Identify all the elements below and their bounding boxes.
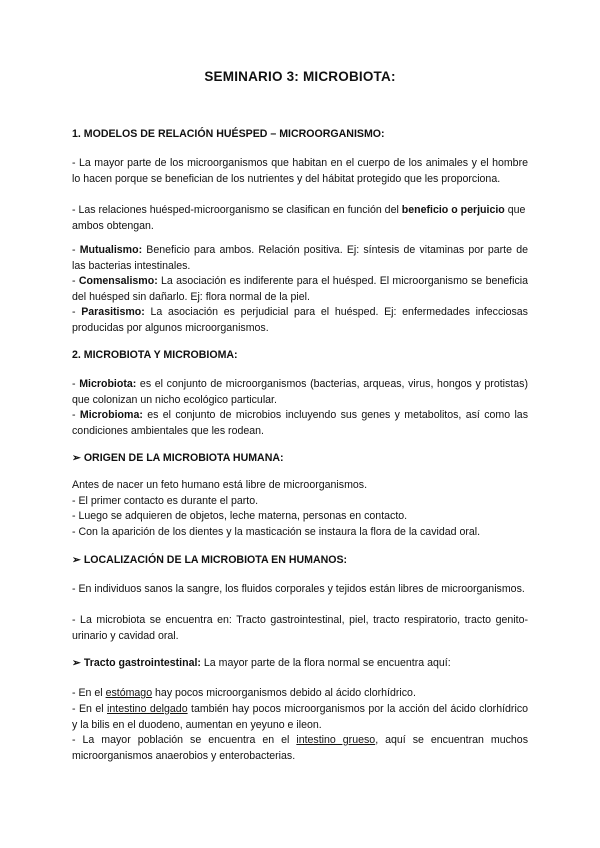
- list-item-microbiome: - Microbioma: es el conjunto de microbios incluyendo sus genes y metabolitos, así como las condiciones ambientales que les rodean.: [72, 409, 528, 437]
- paragraph-stomach: [72, 686, 528, 702]
- definition-parasitism: La asociación es perjudicial para el huésped. Ej: enfermedades infecciosas producidas por algunos microorganismos.: [72, 306, 528, 334]
- origin-line: Antes de nacer un feto humano está libre de microorganismos.: [72, 479, 368, 491]
- text-fragment: , aquí se encuentran muchos microorganismos anaerobios y enterobacterias.: [72, 734, 528, 762]
- text-fragment: - En el: [72, 703, 107, 715]
- paragraph-microbiota-locations: - La microbiota se encuentra en: Tracto gastrointestinal, piel, tracto respiratorio, tracto genito-urinario y cavidad oral.: [72, 614, 528, 642]
- term-mutualism: Mutualismo:: [79, 244, 143, 256]
- text-fragment: también hay pocos microorganismos por la acción del ácido clorhídrico y la bilis en el duodeno, aumentan en yeyuno e ileon.: [72, 703, 529, 731]
- underlined-large-intestine: intestino grueso: [296, 734, 376, 746]
- origin-line: - Luego se adquieren de objetos, leche materna, personas en contacto.: [72, 510, 408, 523]
- text-fragment: - En el: [72, 687, 106, 699]
- section-heading-microbiota-microbiome: 2. MICROBIOTA Y MICROBIOMA:: [72, 349, 238, 361]
- definition-mutualism: Beneficio para ambos. Relación positiva. Ej: síntesis de vitaminas por parte de las bacterias intestinales.: [72, 244, 528, 272]
- origin-list: [72, 478, 528, 540]
- list-item-commensalism: - Comensalismo: La asociación es indiferente para el huésped. El microorganismo se beneficia del huésped sin dañarlo. Ej: flora normal de la piel.: [72, 275, 528, 303]
- list-item-microbiota: - Microbiota: es el conjunto de microorganismos (bacterias, arqueas, virus, hongos y protistas) que colonizan un nicho ecológico particular.: [72, 378, 528, 406]
- underlined-small-intestine: intestino delgado: [107, 703, 188, 715]
- text-fragment: - La mayor población se encuentra en el: [72, 734, 297, 746]
- page-title: SEMINARIO 3: MICROBIOTA:: [204, 69, 396, 84]
- heading-gastrointestinal-text: La mayor parte de la flora normal se encuentra aquí:: [200, 657, 451, 669]
- bold-term: beneficio o perjuicio: [401, 204, 505, 216]
- paragraph-large-intestine: [72, 733, 528, 764]
- list-item-parasitism: - Parasitismo: La asociación es perjudicial para el huésped. Ej: enfermedades infecciosas producidas por algunos microorganismos.: [72, 306, 528, 334]
- term-gastrointestinal: ➢ Tracto gastrointestinal:: [72, 657, 201, 669]
- paragraph-relationship-classification: [72, 203, 528, 234]
- section-heading-localization: ➢ LOCALIZACIÓN DE LA MICROBIOTA EN HUMANOS:: [72, 554, 348, 566]
- term-commensalism: Comensalismo:: [78, 275, 158, 287]
- section-heading-origin: ➢ ORIGEN DE LA MICROBIOTA HUMANA:: [72, 452, 284, 464]
- term-parasitism: Parasitismo:: [81, 306, 145, 318]
- underlined-stomach: estómago: [105, 687, 153, 699]
- text-fragment: - Las relaciones huésped-microorganismo se clasifican en función del: [72, 204, 402, 216]
- text-fragment: hay pocos microorganismos debido al ácido clorhídrico.: [152, 687, 416, 699]
- heading-gastrointestinal-tract: [72, 656, 528, 672]
- section-heading-relationship-models: 1. MODELOS DE RELACIÓN HUÉSPED – MICROORGANISMO:: [72, 128, 385, 140]
- definition-commensalism: La asociación es indiferente para el huésped. El microorganismo se beneficia del huésped sin dañarlo. Ej: flora normal de la piel.: [72, 275, 528, 303]
- term-microbiota: Microbiota:: [79, 378, 137, 390]
- definition-microbiome: es el conjunto de microbios incluyendo sus genes y metabolitos, así como las condiciones ambientales que les rodean.: [72, 409, 528, 437]
- paragraph-microorganisms-habitat: - La mayor parte de los microorganismos que habitan en el cuerpo de los animales y el hombre lo hacen porque se benefician de los nutrientes y del hábitat protegido que les proporciona.: [72, 157, 528, 185]
- origin-line: - El primer contacto es durante el parto.: [72, 494, 259, 507]
- definition-microbiota: es el conjunto de microorganismos (bacterias, arqueas, virus, hongos y protistas) que colonizan un nicho ecológico particular.: [72, 378, 528, 406]
- term-microbiome: Microbioma:: [79, 409, 143, 421]
- list-item-mutualism: - Mutualismo: Beneficio para ambos. Relación positiva. Ej: síntesis de vitaminas por parte de las bacterias intestinales.: [72, 244, 528, 272]
- paragraph-small-intestine: [72, 702, 528, 733]
- text-fragment: que ambos obtengan.: [72, 204, 526, 232]
- origin-line: - Con la aparición de los dientes y la masticación se instaura la flora de la cavidad oral.: [72, 525, 481, 538]
- paragraph-healthy-individuals: - En individuos sanos la sangre, los fluidos corporales y tejidos están libres de microorganismos.: [72, 583, 525, 595]
